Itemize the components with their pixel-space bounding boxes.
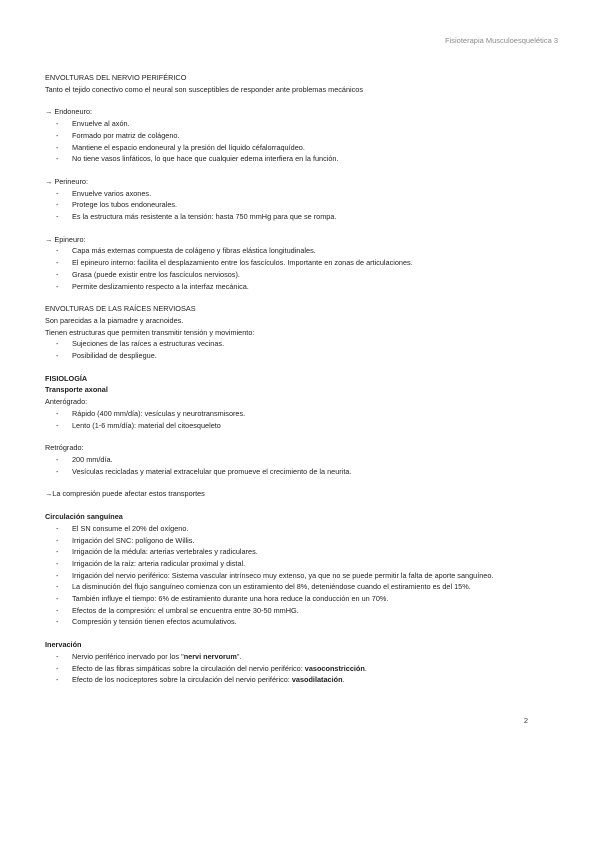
page-number: 2	[523, 716, 528, 725]
section-title-envolturas-nervio: ENVOLTURAS DEL NERVIO PERIFÉRICO	[45, 73, 187, 82]
list-item: - Efecto de las fibras simpáticas sobre la circulación del nervio periférico: vasoconstricción.	[56, 663, 367, 673]
running-header: Fisioterapia Musculoesquelética 3	[445, 36, 558, 45]
perineuro-list	[45, 188, 560, 223]
list-item: - Efecto de los nociceptores sobre la circulación del nervio periférico: vasodilatación.	[56, 675, 345, 685]
list-item: - Es la estructura más resistente a la tensión: hasta 750 mmHg para que se rompa.	[56, 212, 337, 222]
raices-line-1: Son parecidas a la piamadre y aracnoides.	[45, 315, 184, 325]
list-item: - Irrigación del SNC: polígono de Willis.	[56, 535, 195, 545]
list-item: - El SN consume el 20% del oxígeno.	[56, 523, 189, 533]
list-item: - Vesículas recicladas y material extracelular que promueve el crecimiento de la neurita.	[56, 466, 352, 476]
section-title-fisiologia: FISIOLOGÍA	[45, 373, 88, 383]
list-item: - Irrigación del nervio periférico: Sistema vascular intrínseco muy extenso, ya que no se puede permitir la falta de aporte sanguíneo.	[56, 570, 494, 580]
list-item: - Lento (1-6 mm/día): material del citoesqueleto	[56, 420, 221, 430]
page-content	[45, 72, 560, 686]
subsection-title-inervacion: Inervación	[45, 640, 82, 650]
intro-text: Tanto el tejido conectivo como el neural son susceptibles de responder ante problemas mecánicos	[45, 84, 364, 94]
subsection-title-circulacion: Circulación sanguínea	[45, 512, 123, 522]
list-item: - Grasa (puede existir entre los fascículos nerviosos).	[56, 269, 240, 279]
list-item: - Rápido (400 mm/día): vesículas y neurotransmisores.	[56, 408, 246, 418]
transporte-note: →La compresión puede afectar estos transportes	[45, 489, 205, 499]
inervacion-list	[45, 651, 560, 686]
list-item: - También influye el tiempo: 6% de estiramiento durante una hora reduce la conducción en un 70%.	[56, 594, 389, 604]
raices-line-2: Tienen estructuras que permiten transmitir tensión y movimiento:	[45, 327, 255, 337]
list-item: - Efectos de la compresión: el umbral se encuentra entre 30-50 mmHG.	[56, 605, 299, 615]
list-item: - Protege los tubos endoneurales.	[56, 200, 178, 210]
epineuro-list	[45, 245, 560, 292]
list-item: - El epineuro interno: facilita el desplazamiento entre los fascículos. Importante en zonas de articulaciones.	[56, 258, 413, 268]
circulacion-list	[45, 523, 560, 628]
list-item: - La disminución del flujo sanguíneo comienza con un estiramiento del 8%, deteniéndose cuando el estiramiento es del 15%.	[56, 582, 471, 592]
list-item: - Irrigación de la médula: arterias vertebrales y radiculares.	[56, 547, 258, 557]
list-item: - Envuelve al axón.	[56, 119, 130, 129]
list-item: - No tiene vasos linfáticos, lo que hace que cualquier edema interfiera en la función.	[56, 154, 339, 164]
list-item: - Compresión y tensión tienen efectos acumulativos.	[56, 617, 237, 627]
list-item: - Nervio periférico inervado por los "nervi nervorum".	[56, 651, 242, 661]
list-item: - Permite deslizamiento respecto a la interfaz mecánica.	[56, 281, 249, 291]
list-item: - Envuelve varios axones.	[56, 188, 152, 198]
raices-list	[45, 338, 560, 361]
endoneuro-list	[45, 118, 560, 165]
list-item: - Irrigación de la raíz: arteria radicular proximal y distal.	[56, 558, 246, 568]
list-item: - Sujeciones de las raíces a estructuras vecinas.	[56, 339, 225, 349]
retrogrado-list	[45, 454, 560, 477]
list-item: - Mantiene el espacio endoneural y la presión del líquido céfalorraquídeo.	[56, 142, 305, 152]
perineuro-heading: → Perineuro:	[45, 176, 88, 186]
anterogrado-label: Anterógrado:	[45, 397, 88, 407]
section-title-envolturas-raices: ENVOLTURAS DE LAS RAÍCES NERVIOSAS	[45, 304, 196, 314]
subsection-title-transporte: Transporte axonal	[45, 385, 108, 395]
endoneuro-heading: → Endoneuro:	[45, 107, 93, 117]
anterogrado-list	[45, 408, 560, 431]
retrogrado-label: Retrógrado:	[45, 443, 84, 453]
list-item: - Capa más externas compuesta de colágeno y fibras elástica longitudinales.	[56, 246, 316, 256]
list-item: - 200 mm/día.	[56, 454, 113, 464]
epineuro-heading: → Epineuro:	[45, 234, 86, 244]
list-item: - Posibilidad de despliegue.	[56, 351, 157, 361]
list-item: - Formado por matriz de colágeno.	[56, 130, 180, 140]
